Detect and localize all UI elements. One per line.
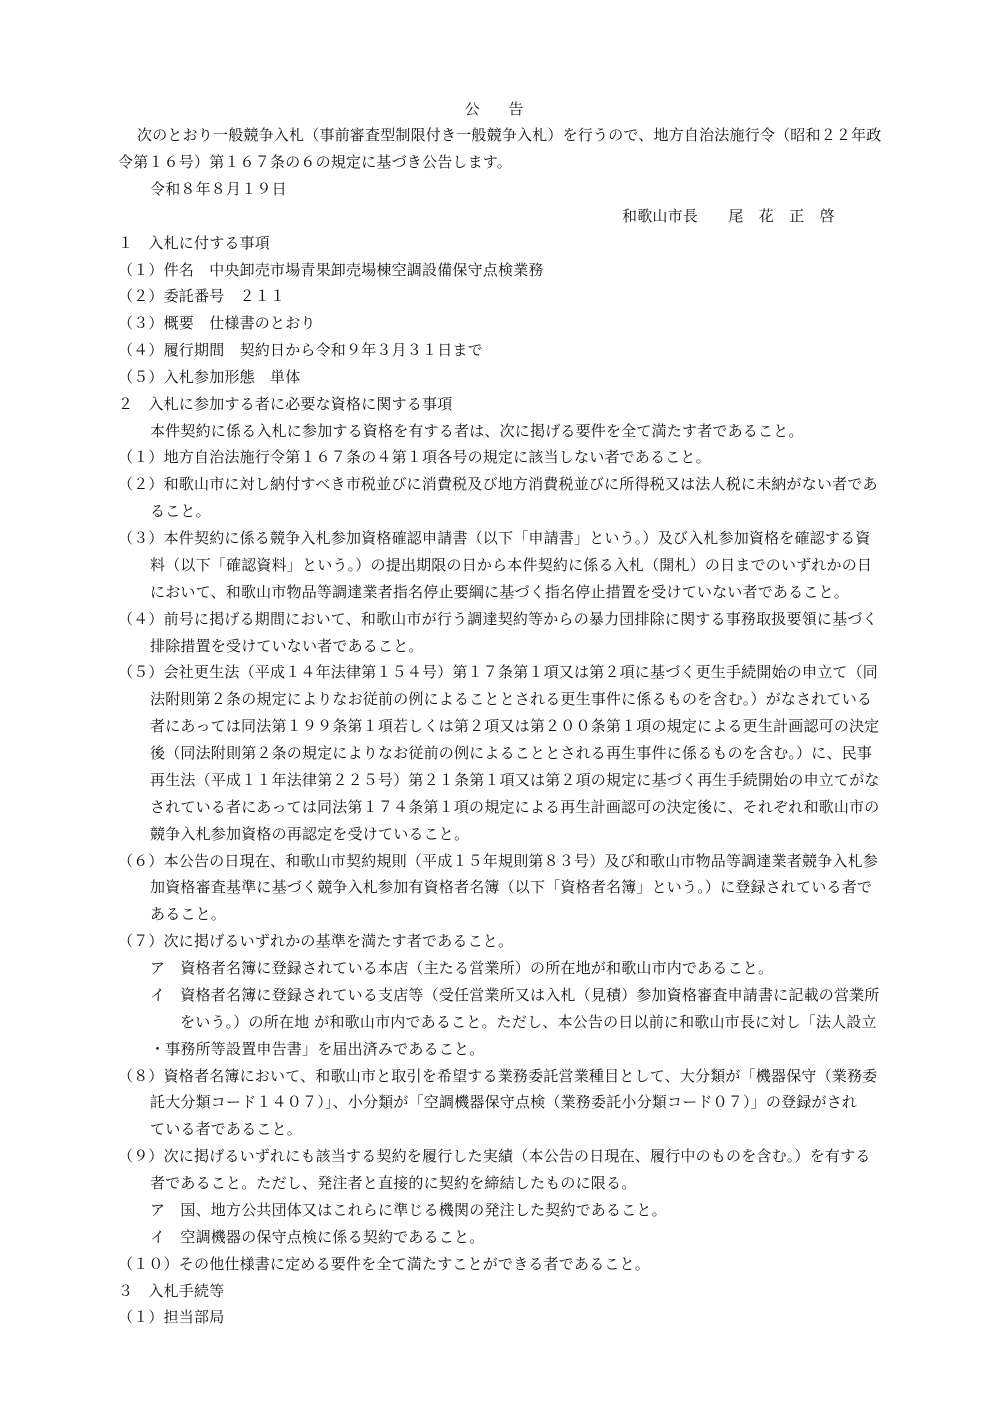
section-1-item: （５）入札参加形態 単体 [118, 368, 301, 386]
section-1-item: （２）委託番号 ２１１ [118, 287, 286, 305]
requirement-8-cont: 託大分類コード１４０７）」、小分類が「空調機器保守点検（業務委託小分類コード０７）」の登録がされ [150, 1093, 858, 1111]
intro-line-2: 令第１６号）第１６７条の６の規定に基づき公告します。 [118, 153, 513, 171]
requirement-3-cont: において、和歌山市物品等調達業者指名停止要綱に基づく指名停止措置を受けていない者であること。 [150, 583, 849, 601]
section-1-item: （１）件名 中央卸売市場青果卸売場棟空調設備保守点検業務 [118, 261, 544, 279]
section-1-item: （４）履行期間 契約日から令和９年３月３１日まで [118, 341, 483, 359]
requirement-9-cont: 者であること。ただし、発注者と直接的に契約を締結したものに限る。 [150, 1174, 637, 1192]
requirement-3-cont: 料（以下「確認資料」という。）の提出期限の日から本件契約に係る入札（開札）の日までのいずれかの日 [150, 556, 873, 574]
section-2-heading: ２ 入札に参加する者に必要な資格に関する事項 [118, 395, 453, 413]
requirement-7-b: イ 資格者名簿に登録されている支店等（受任営業所又は入札（見積）参加資格審査申請書に記載の営業所 [150, 986, 880, 1004]
requirement-9-b: イ 空調機器の保守点検に係る契約であること。 [150, 1228, 485, 1246]
requirement-7: （７）次に掲げるいずれかの基準を満たす者であること。 [118, 932, 514, 950]
requirement-3: （３）本件契約に係る競争入札参加資格確認申請書（以下「申請書」という。）及び入札参加資格を確認する資 [118, 529, 871, 547]
requirement-5-cont: されている者にあっては同法第１７４条第１項の規定による再生計画認可の決定後に、それぞれ和歌山市の [150, 798, 880, 816]
requirement-10: （１０）その他仕様書に定める要件を全て満たすことができる者であること。 [118, 1255, 651, 1273]
intro-line-1: 次のとおり一般競争入札（事前審査型制限付き一般競争入札）を行うので、地方自治法施行令（昭和２２年政 [137, 126, 882, 144]
requirement-6-cont: あること。 [150, 905, 227, 923]
issuer-name: 和歌山市長 尾 花 正 啓 [622, 207, 835, 225]
requirement-4-cont: 排除措置を受けていない者であること。 [150, 637, 424, 655]
section-3-heading: ３ 入札手続等 [118, 1282, 225, 1300]
requirement-5-cont: 再生法（平成１１年法律第２２５号）第２１条第１項又は第２項の規定に基づく再生手続開始の申立てがな [150, 771, 880, 789]
requirement-5-cont: 者にあっては同法第１９９条第１項若しくは第２項又は第２００条第１項の規定による更生計画認可の決定 [150, 717, 880, 735]
requirement-7-b-cont: をいう。）の所在地 が和歌山市内であること。ただし、本公告の日以前に和歌山市長に対し「法人設立 [180, 1013, 877, 1031]
requirement-5-cont: 法附則第２条の規定によりなお従前の例によることとされる更生事件に係るものを含む。）がなされている [150, 690, 873, 708]
requirement-9-a: ア 国、地方公共団体又はこれらに準じる機関の発注した契約であること。 [150, 1201, 667, 1219]
notice-title: 公 告 [464, 100, 536, 118]
requirement-4: （４）前号に掲げる期間において、和歌山市が行う調達契約等からの暴力団排除に関する事務取扱要領に基づく [118, 610, 878, 628]
requirement-5-cont: 後（同法附則第２条の規定によりなお従前の例によることとされる再生事件に係るものを含む。）に、民事 [150, 744, 873, 762]
requirement-6-cont: 加資格審査基準に基づく競争入札参加有資格者名簿（以下「資格者名簿」という。）に登録されている者で [150, 878, 873, 896]
section-1-item: （３）概要 仕様書のとおり [118, 314, 316, 332]
requirement-5-cont: 競争入札参加資格の再認定を受けていること。 [150, 825, 470, 843]
requirement-2: （２）和歌山市に対し納付すべき市税並びに消費税及び地方消費税並びに所得税又は法人税に未納がない者であ [118, 475, 878, 493]
section-2-lead: 本件契約に係る入札に参加する資格を有する者は、次に掲げる要件を全て満たす者であること。 [150, 422, 804, 440]
section-1-heading: １ 入札に付する事項 [118, 234, 271, 252]
notice-date: 令和８年８月１９日 [150, 180, 287, 198]
requirement-2-cont: ること。 [150, 502, 211, 520]
requirement-9: （９）次に掲げるいずれにも該当する契約を履行した実績（本公告の日現在、履行中のものを含む。）を有する [118, 1147, 871, 1165]
section-3-item: （１）担当部局 [118, 1308, 225, 1326]
requirement-7-b-cont: ・事務所等設置申告書」を届出済みであること。 [150, 1040, 485, 1058]
requirement-8: （８）資格者名簿において、和歌山市と取引を希望する業務委託営業種目として、大分類が「機器保守（業務委 [118, 1067, 878, 1085]
requirement-7-a: ア 資格者名簿に登録されている本店（主たる営業所）の所在地が和歌山市内であること。 [150, 959, 774, 977]
requirement-1: （１）地方自治法施行令第１６７条の４第１項各号の規定に該当しない者であること。 [118, 448, 711, 466]
requirement-8-cont: ている者であること。 [150, 1120, 303, 1138]
requirement-5: （５）会社更生法（平成１４年法律第１５４号）第１７条第１項又は第２項に基づく更生手続開始の申立て（同 [118, 663, 879, 681]
requirement-6: （６）本公告の日現在、和歌山市契約規則（平成１５年規則第８３号）及び和歌山市物品等調達業者競争入札参 [118, 852, 879, 870]
